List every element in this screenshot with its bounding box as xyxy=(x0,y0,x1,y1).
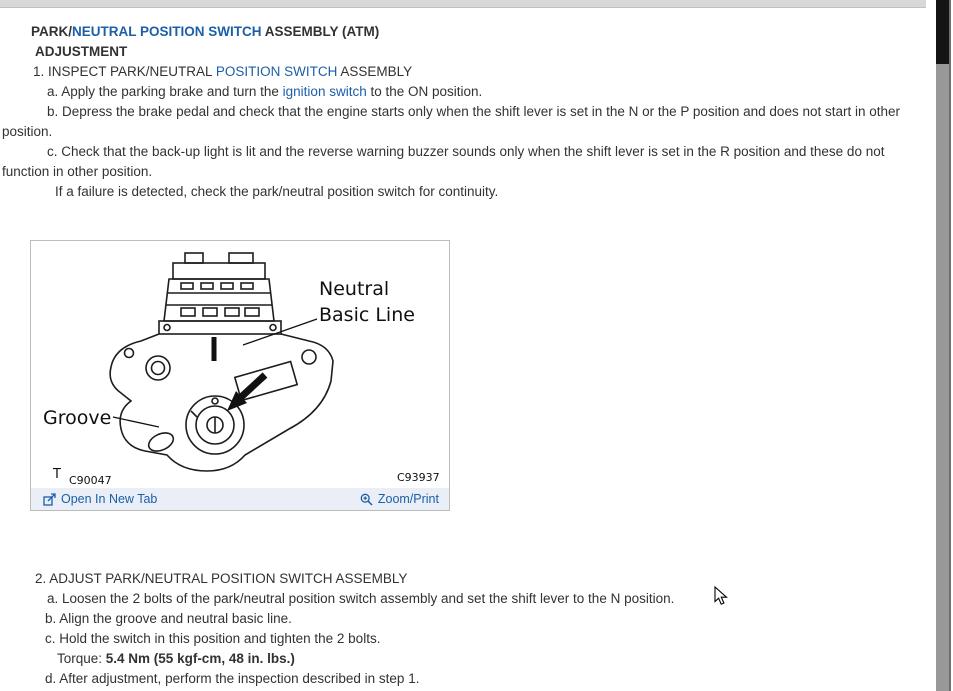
figure-code-left: C90047 xyxy=(69,474,112,487)
label-basic-line: Basic Line xyxy=(319,304,415,326)
title-prefix: PARK/ xyxy=(31,24,73,39)
adjustment-heading: ADJUSTMENT xyxy=(35,44,128,59)
step2-torque xyxy=(0,649,904,669)
torque-value: 5.4 Nm (55 kgf-cm, 48 in. lbs.) xyxy=(105,651,295,666)
switch-diagram xyxy=(31,241,449,488)
document-content xyxy=(0,8,926,689)
step1-item-c: c. Check that the back-up light is lit and the reverse warning buzzer sounds only when the shift lever is set in the R position and these do not function in other position. xyxy=(2,144,885,179)
label-neutral: Neutral xyxy=(319,278,390,300)
step1-heading xyxy=(0,62,904,82)
scrollbar-gutter xyxy=(926,0,953,691)
title-neutral-position-switch-link[interactable]: NEUTRAL POSITION SWITCH xyxy=(72,24,262,39)
label-groove: Groove xyxy=(43,407,112,429)
step2-heading: 2. ADJUST PARK/NEUTRAL POSITION SWITCH ASSEMBLY xyxy=(35,571,408,586)
title-suffix: ASSEMBLY (ATM) xyxy=(261,24,380,39)
figure-toolbar xyxy=(31,488,449,510)
figure-code-right: C93937 xyxy=(397,471,440,484)
step1-item-a-prefix: a. Apply the parking brake and turn the xyxy=(47,84,283,99)
window-top-band xyxy=(0,0,930,8)
step2-item-a: a. Loosen the 2 bolts of the park/neutral position switch assembly and set the shift lever to the N position. xyxy=(47,591,675,606)
torque-label: Torque: xyxy=(57,651,106,666)
step1-heading-prefix: 1. INSPECT PARK/NEUTRAL xyxy=(33,64,216,79)
position-switch-link[interactable]: POSITION SWITCH xyxy=(215,64,338,79)
step1-item-a xyxy=(0,82,904,102)
step2-item-d: d. After adjustment, perform the inspection described in step 1. xyxy=(45,671,420,686)
step1-item-b: b. Depress the brake pedal and check that the engine starts only when the shift lever is set in the N or the P position and does not start in other position. xyxy=(2,104,901,139)
ignition-switch-link[interactable]: ignition switch xyxy=(282,84,367,99)
step1-heading-suffix: ASSEMBLY xyxy=(337,64,413,79)
zoom-print-label: Zoom/Print xyxy=(377,492,439,506)
open-in-new-tab-button[interactable] xyxy=(43,492,157,506)
step1-item-a-suffix: to the ON position. xyxy=(366,84,483,99)
zoom-icon xyxy=(360,493,373,506)
step2-item-c: c. Hold the switch in this position and tighten the 2 bolts. xyxy=(45,631,381,646)
open-in-new-tab-icon xyxy=(43,493,56,506)
scrollbar-track[interactable] xyxy=(936,0,951,691)
step1-note: If a failure is detected, check the park/neutral position switch for continuity. xyxy=(55,184,499,199)
open-in-new-tab-label: Open In New Tab xyxy=(61,492,158,506)
scrollbar-thumb[interactable] xyxy=(936,0,949,64)
label-t-mark: T xyxy=(53,467,61,482)
zoom-print-button[interactable] xyxy=(360,492,439,506)
step2-item-b: b. Align the groove and neutral basic line. xyxy=(45,611,292,626)
page-title xyxy=(0,22,904,42)
figure-box xyxy=(30,240,450,511)
figure-image xyxy=(31,241,449,488)
